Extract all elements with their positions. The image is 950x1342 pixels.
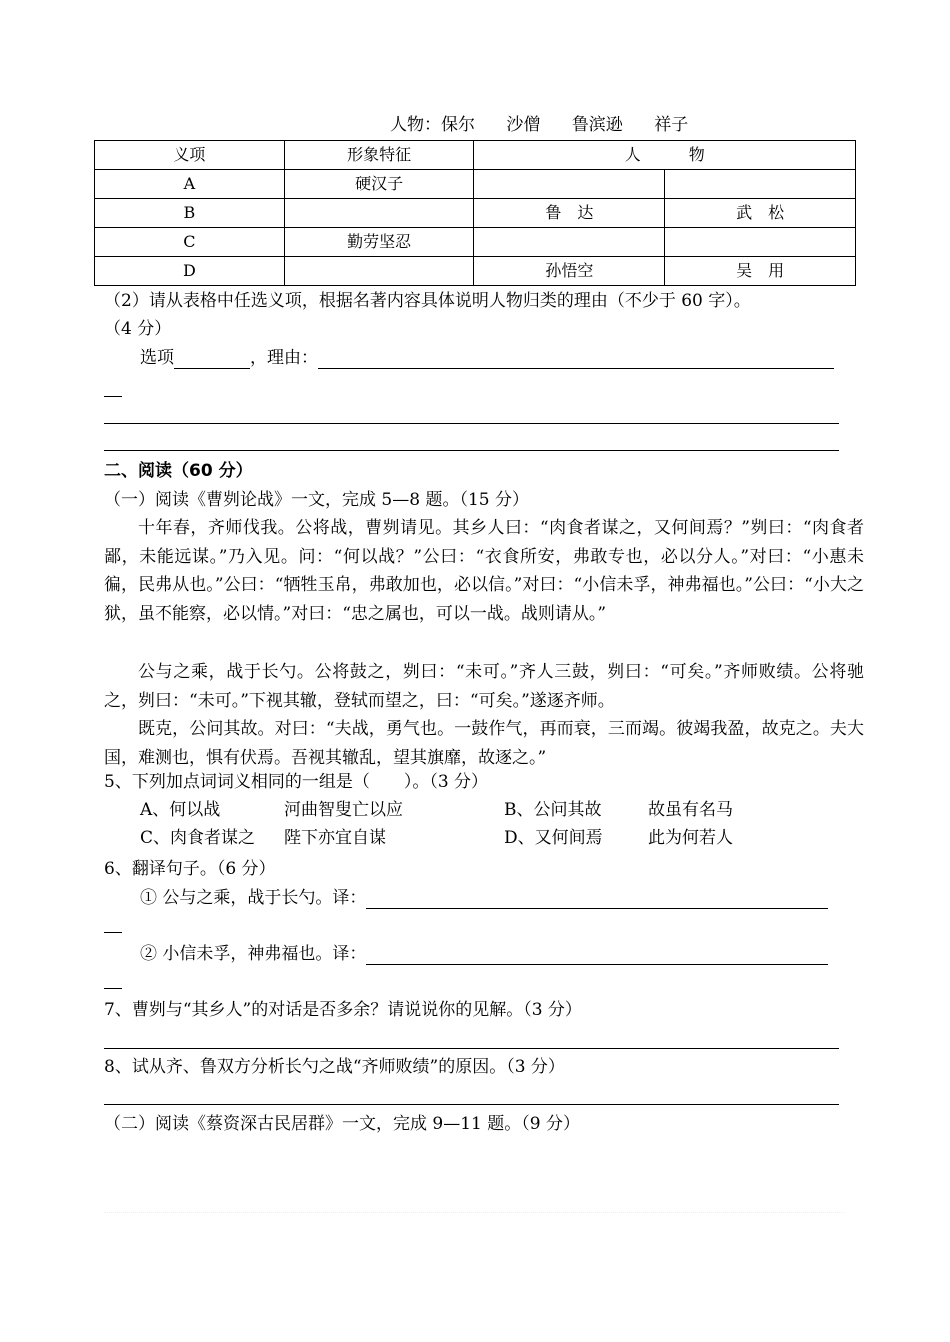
row-item: A [95, 170, 285, 199]
person-item: 沙僧 [506, 115, 541, 135]
translation-blank-2[interactable] [366, 944, 828, 965]
header-trait: 形象特征 [284, 141, 474, 170]
passage-paragraph: 十年春，齐师伐我。公将战，曹刿请见。其乡人曰：“肉食者谋之，又何间焉？”刿曰：“肉食者鄙，未能远谋。”乃入见。问：“何以战？”公曰：“衣食所安，弗敢专也，必以分人。”对曰：“小惠未徧，民弗从也。”公曰：“牺牲玉帛，弗敢加也，必以信。”对曰：“小信未孚，神弗福也。”公曰：“小大之狱，虽不能察，必以情。”对曰：“忠之属也，可以一战。战则请从。” [104, 518, 864, 624]
row-person-2: 吴 用 [665, 257, 856, 286]
header-item: 义项 [95, 141, 285, 170]
passage-paragraph: 公与之乘，战于长勺。公将鼓之，刿曰：“未可。”齐人三鼓，刿曰：“可矣。”齐师败绩。公将驰之，刿曰：“未可。”下视其辙，登轼而望之，曰：“可矣。”遂逐齐师。 [104, 662, 864, 711]
answer-line[interactable] [104, 450, 839, 451]
row-item: B [95, 199, 285, 228]
section-title: 二、阅读（60 分） [104, 461, 253, 481]
q5-option-b-compare: 故虽有名马 [648, 800, 733, 820]
option-label: 选项 [140, 348, 174, 368]
row-item: C [95, 228, 285, 257]
q2-answer-line [140, 347, 834, 369]
q5-option-d-compare: 此为何若人 [648, 828, 733, 848]
answer-line-tail [104, 932, 122, 933]
table-row [95, 257, 856, 286]
reason-label: ，理由： [250, 348, 318, 368]
option-blank[interactable] [174, 348, 250, 369]
q2-score: （4 分） [104, 319, 172, 339]
header-persons: 人 物 [474, 141, 856, 170]
q6-stem: 6、翻译句子。（6 分） [104, 859, 276, 879]
person-item: 祥子 [654, 115, 689, 135]
faint-divider [104, 1212, 844, 1213]
row-trait: 勤劳坚忍 [284, 228, 474, 257]
row-trait: 硬汉子 [284, 170, 474, 199]
answer-line[interactable] [104, 423, 839, 424]
table-row [95, 170, 856, 199]
passage-paragraph: 既克，公问其故。对曰：“夫战，勇气也。一鼓作气，再而衰，三而竭。彼竭我盈，故克之。夫大国，难测也，惧有伏焉。吾视其辙乱，望其旗靡，故逐之。” [104, 719, 864, 768]
row-person-1[interactable] [474, 170, 665, 199]
q6-sentence-1-text: ① 公与之乘，战于长勺。译： [140, 888, 367, 908]
row-person-2[interactable] [665, 170, 856, 199]
row-person-1: 孙悟空 [474, 257, 665, 286]
part1-intro: （一）阅读《曹刿论战》一文，完成 5—8 题。（15 分） [104, 490, 529, 510]
q7-answer-line[interactable] [104, 1048, 839, 1049]
row-person-1[interactable] [474, 228, 665, 257]
row-item: D [95, 257, 285, 286]
q8-answer-line[interactable] [104, 1104, 839, 1105]
translation-blank-1[interactable] [366, 888, 828, 909]
q5-option-b[interactable]: B、公问其故 [504, 800, 602, 820]
answer-line-tail [104, 988, 122, 989]
row-trait[interactable] [284, 257, 474, 286]
person-item: 鲁滨逊 [571, 115, 623, 135]
persons-line [390, 114, 714, 136]
table-header-row [95, 141, 856, 170]
q5-option-a[interactable]: A、何以战 [140, 800, 221, 820]
row-person-2: 武 松 [665, 199, 856, 228]
row-person-1: 鲁 达 [474, 199, 665, 228]
q5-stem: 5、下列加点词词义相同的一组是（ ）。（3 分） [104, 772, 489, 792]
row-trait[interactable] [284, 199, 474, 228]
reason-blank[interactable] [318, 348, 834, 369]
q6-sentence-1 [140, 887, 828, 909]
q2-stem: （2）请从表格中任选义项，根据名著内容具体说明人物归类的理由（不少于 60 字）。 [104, 291, 751, 311]
q6-sentence-2 [140, 943, 828, 965]
q5-option-c-compare: 陛下亦宜自谋 [284, 828, 386, 848]
q5-option-c[interactable]: C、肉食者谋之 [140, 828, 256, 848]
q7-stem: 7、曹刿与“其乡人”的对话是否多余？请说说你的见解。（3 分） [104, 1000, 582, 1020]
persons-label: 人物：保尔 [390, 115, 475, 135]
row-person-2[interactable] [665, 228, 856, 257]
q5-option-d[interactable]: D、又何间焉 [504, 828, 603, 848]
q6-sentence-2-text: ② 小信未孚，神弗福也。译： [140, 944, 367, 964]
part2-intro: （二）阅读《蔡资深古民居群》一文，完成 9—11 题。（9 分） [104, 1114, 580, 1134]
classification-table [94, 140, 856, 286]
answer-line-tail [104, 396, 122, 397]
q5-option-a-compare: 河曲智叟亡以应 [284, 800, 403, 820]
q8-stem: 8、试从齐、鲁双方分析长勺之战“齐师败绩”的原因。（3 分） [104, 1057, 565, 1077]
table-row [95, 199, 856, 228]
table-row [95, 228, 856, 257]
